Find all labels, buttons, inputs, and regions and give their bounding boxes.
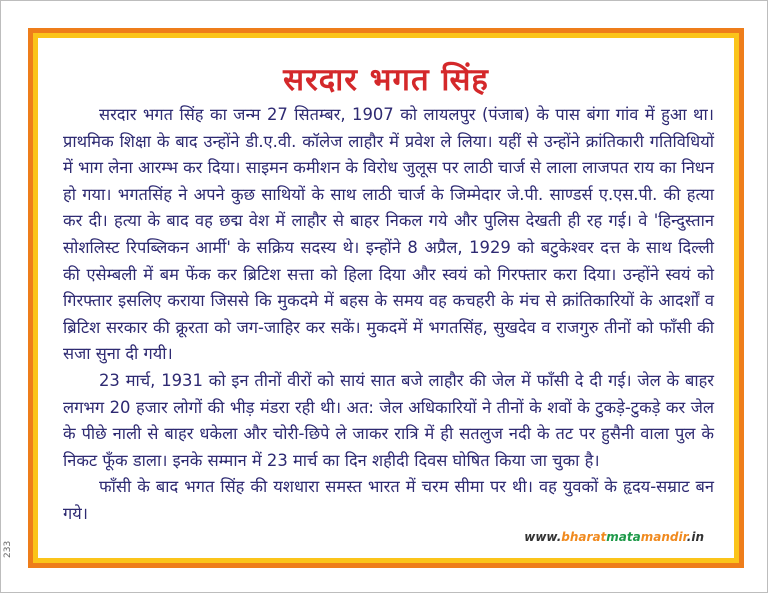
website-part-mandir: mandir — [640, 530, 687, 544]
website-prefix: www. — [524, 530, 562, 544]
article-body — [63, 102, 714, 528]
page-frame-inner — [33, 33, 739, 563]
page-title: सरदार भगत सिंह — [283, 62, 489, 98]
website-url[interactable] — [524, 530, 704, 544]
website-part-bharat: bharat — [561, 530, 607, 544]
website-part-mata: mata — [606, 530, 641, 544]
paragraph-3: फाँसी के बाद भगत सिंह की यशधारा समस्त भारत में चरम सीमा पर थी। वह युवकों के हृदय-सम्राट बन गये। — [63, 477, 714, 523]
paragraph-1: सरदार भगत सिंह का जन्म 27 सितम्बर, 1907 को लायलपुर (पंजाब) के पास बंगा गांव में हुआ था। प्राथमिक शिक्षा के बाद उन्होंने डी.ए.वी. कॉलेज लाहौर में प्रवेश ले लिया। यहीं से उन्होंने क्रांतिकारी गतिविधियों में भाग लेना आरम्भ कर दिया। साइमन कमीशन के विरोध जुलूस पर लाठी चार्ज से लाला लाजपत राय का निधन हो गया। भगतसिंह ने अपने कुछ साथियों के साथ लाठी चार्ज के जिम्मेदार जे.पी. साण्डर्स ए.एस.पी. की हत्या कर दी। हत्या के बाद वह छद्म वेश में लाहौर से बाहर निकल गये और पुलिस देखती ही रह गई। वे 'हिन्दुस्तान सोशलिस्ट रिपब्लिकन आर्मी' के सक्रिय सदस्य थे। इन्होंने 8 अप्रैल, 1929 को बटुकेश्वर दत्त के साथ दिल्ली की एसेम्बली में बम फेंक कर ब्रिटिश सत्ता को हिला दिया और स्वयं को गिरफ्तार करा दिया। उन्होंने स्वयं को गिरफ्तार इसलिए कराया जिससे कि मुकदमे में बहस के समय वह कचहरी के मंच से क्रांतिकारियों के आदर्शों व ब्रिटिश सरकार की क्रूरता को जग-जाहिर कर सकें। मुकदमें में भगतसिंह, सुखदेव व राजगुरु तीनों को फाँसी की सजा सुना दी गयी। — [63, 105, 714, 364]
page-number: 233 — [3, 540, 13, 558]
website-suffix: .in — [686, 530, 704, 544]
paragraph-2: 23 मार्च, 1931 को इन तीनों वीरों को सायं सात बजे लाहौर की जेल में फाँसी दे दी गई। जेल के बाहर लगभग 20 हजार लोगों की भीड़ मंडरा रही थी। अत: जेल अधिकारियों ने तीनों के शवों के टुकड़े-टुकड़े कर जेल के पीछे नाली से बाहर धकेला और चोरी-छिपे ले जाकर रात्रि में ही सतलुज नदी के तट पर हुसैनी वाला पुल के निकट फूँक डाला। इनके सम्मान में 23 मार्च का दिन शहीदी दिवस घोषित किया जा चुका है। — [63, 370, 714, 470]
page-frame — [28, 28, 744, 568]
